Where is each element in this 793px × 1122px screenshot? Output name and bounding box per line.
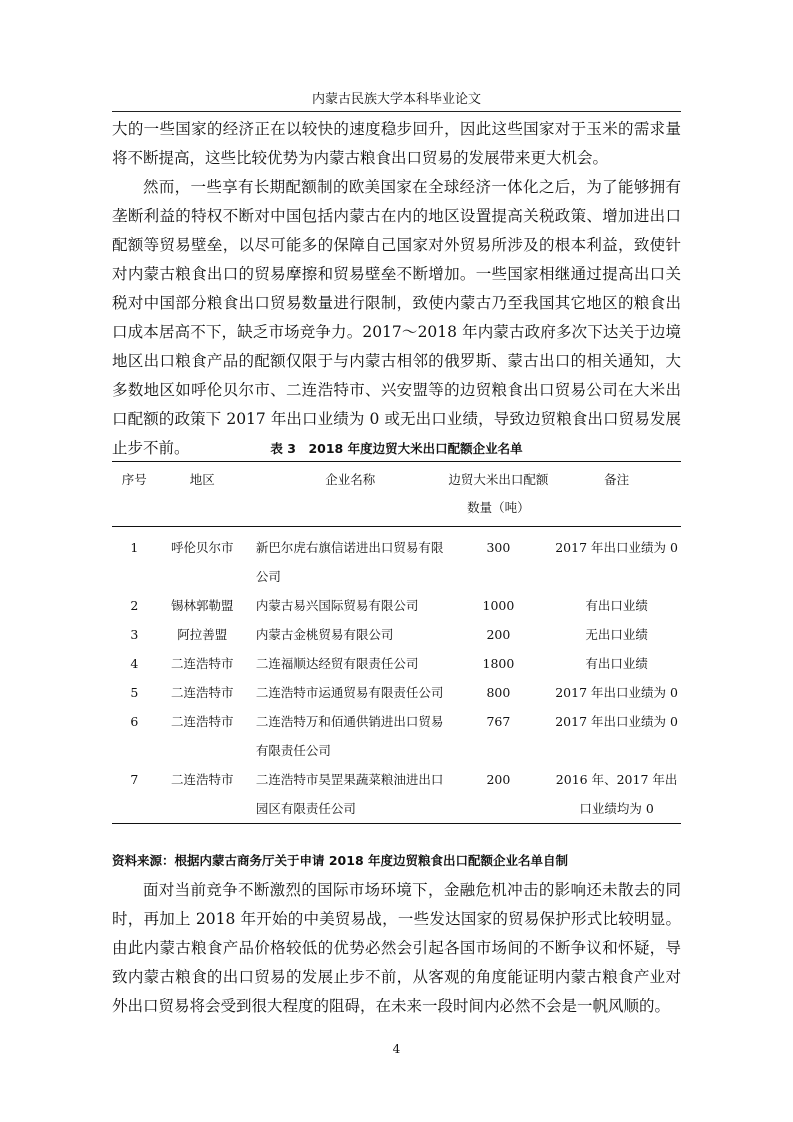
table-source-note: 资料来源：根据内蒙古商务厅关于申请 2018 年度边贸粮食出口配额企业名单自制 <box>112 853 568 868</box>
cell-region: 二连浩特市 <box>171 685 234 700</box>
table-row <box>112 707 681 765</box>
cell-no: 5 <box>130 685 139 700</box>
cell-company: 二连浩特万和佰通供销进出口贸易有限责任公司 <box>255 714 444 758</box>
paragraph: 大的一些国家的经济正在以较快的速度稳步回升，因此这些国家对于玉米的需求量将不断提高，这些比较优势为内蒙古粮食出口贸易的发展带来更大机会。 <box>112 120 681 167</box>
cell-no: 3 <box>130 627 139 642</box>
cell-no: 7 <box>130 772 139 787</box>
cell-region: 锡林郭勒盟 <box>171 598 234 613</box>
cell-quota: 200 <box>486 627 511 642</box>
table-row <box>112 591 681 620</box>
cell-quota: 1000 <box>482 598 515 613</box>
body-text-top <box>112 115 681 463</box>
table-row <box>112 620 681 649</box>
cell-quota: 800 <box>486 685 511 700</box>
column-header-region: 地区 <box>189 472 215 487</box>
cell-note: 无出口业绩 <box>585 627 648 642</box>
cell-note: 2017 年出口业绩为 0 <box>555 685 678 700</box>
table-row <box>112 765 681 824</box>
column-header-quota: 边贸大米出口配额数量（吨） <box>448 472 549 515</box>
cell-company: 内蒙古金桃贸易有限公司 <box>255 627 394 642</box>
table-row <box>112 527 681 592</box>
cell-company: 二连浩特市昊罡果蔬菜粮油进出口园区有限责任公司 <box>255 772 444 816</box>
paragraph: 然而，一些享有长期配额制的欧美国家在全球经济一体化之后，为了能够拥有垄断利益的特权不断对中国包括内蒙古在内的地区设置提高关税政策、增加进出口配额等贸易壁垒，以尽可能多的保障自己国家对外贸易所涉及的根本利益，致使针对内蒙古粮食出口的贸易摩擦和贸易壁垒不断增加。一些国家相继通过提高出口关税对中国部分粮食出口贸易数量进行限制，致使内蒙古乃至我国其它地区的粮食出口成本居高不下，缺乏市场竞争力。2017～2018 年内蒙古政府多次下达关于边境地区出口粮食产品的配额仅限于与内蒙古相邻的俄罗斯、蒙古出口的相关通知，大多数地区如呼伦贝尔市、二连浩特市、兴安盟等的边贸粮食出口贸易公司在大米出口配额的政策下 2017 年出口业绩为 0 或无出口业绩，导致边贸粮食出口贸易发展止步不前。 <box>112 178 681 457</box>
cell-company: 新巴尔虎右旗信诺进出口贸易有限公司 <box>255 540 444 584</box>
cell-no: 6 <box>130 714 139 729</box>
table-row <box>112 678 681 707</box>
page-number: 4 <box>392 1042 401 1056</box>
cell-quota: 200 <box>486 772 511 787</box>
cell-company: 二连福顺达经贸有限责任公司 <box>255 656 419 671</box>
cell-quota: 300 <box>486 540 511 555</box>
table-row <box>112 649 681 678</box>
cell-note: 有出口业绩 <box>585 656 648 671</box>
cell-quota: 1800 <box>482 656 515 671</box>
cell-no: 2 <box>130 598 139 613</box>
column-header-no: 序号 <box>121 472 147 487</box>
page-header: 内蒙古民族大学本科毕业论文 <box>311 92 481 107</box>
table-header-row <box>112 462 681 527</box>
cell-region: 二连浩特市 <box>171 656 234 671</box>
cell-note: 2017 年出口业绩为 0 <box>555 540 678 555</box>
cell-region: 呼伦贝尔市 <box>171 540 234 555</box>
cell-company: 二连浩特市运通贸易有限责任公司 <box>255 685 444 700</box>
paragraph: 面对当前竞争不断激烈的国际市场环境下，金融危机冲击的影响还未散去的同时，再加上 2018 年开始的中美贸易战，一些发达国家的贸易保护形式比较明显。由此内蒙古粮食产品价格较低的优势必然会引起各国市场间的不断争议和怀疑，导致内蒙古粮食的出口贸易的发展止步不前，从客观的角度能证明内蒙古粮食产业对外出口贸易将会受到很大程度的阻碍，在未来一段时间内必然不会是一帆风顺的。 <box>112 881 681 1015</box>
body-text-bottom <box>112 876 681 1021</box>
quota-table <box>112 461 681 824</box>
cell-no: 4 <box>130 656 139 671</box>
cell-company: 内蒙古易兴国际贸易有限公司 <box>255 598 419 613</box>
cell-quota: 767 <box>486 714 511 729</box>
cell-region: 二连浩特市 <box>171 772 234 787</box>
cell-note: 有出口业绩 <box>585 598 648 613</box>
cell-region: 阿拉善盟 <box>177 627 228 642</box>
cell-no: 1 <box>130 540 139 555</box>
header-rule <box>112 111 681 112</box>
cell-region: 二连浩特市 <box>171 714 234 729</box>
table-caption: 表 3 2018 年度边贸大米出口配额企业名单 <box>270 441 523 456</box>
column-header-note: 备注 <box>604 472 630 487</box>
cell-note: 2017 年出口业绩为 0 <box>555 714 678 729</box>
column-header-company: 企业名称 <box>325 472 376 487</box>
cell-note: 2016 年、2017 年出口业绩均为 0 <box>555 772 678 816</box>
